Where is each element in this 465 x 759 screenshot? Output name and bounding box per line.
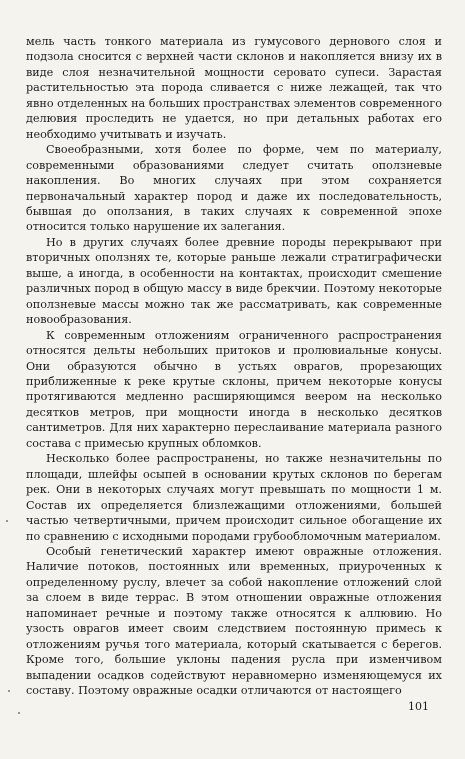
paragraph-5: Несколько более распространены, но также незначительны по площади, шлейфы осыпей в основании крутых склонов по берегам рек. Они в некоторых случаях могут превышать по мощности 1 м. Состав их определяется близлежащими отложениями, большей частью четвертичными, причем происходит сильное обогащение их по сравнению с исходными породами грубообломочным материалом.	[26, 452, 442, 543]
paragraph-3: Но в других случаях более древние породы перекрывают при вторичных оползнях те, которые раньше лежали стратиграфически выше, а иногда, в особенности на контактах, происходит смешение различных пород в общую массу в виде брекчии. Поэтому некоторые оползневые массы можно так же рассматривать, как современные новообразования.	[26, 235, 442, 327]
paragraph-1: мель часть тонкого материала из гумусового дернового слоя и подзола сносится с верхней части склонов и накопляется внизу их в виде слоя незначительной мощности серовато супеси. Зарастая растительностью эта порода сливается с ниже лежащей, так что явно отделенных на больших пространствах элементов современного делювия проследить не удается, но при детальных работах его необходимо учитывать и изучать.	[26, 35, 442, 141]
body-text	[26, 34, 442, 698]
paragraph-4: К современным отложениям ограниченного распространения относятся дельты небольших притоков и пролювиальные конусы. Они образуются обычно в устьях оврагов, прорезающих приближенные к реке крутые склоны, причем некоторые конусы протягиваются медленно расширяющимся веером на несколько десятков метров, при мощности иногда в несколько десятков сантиметров. Для них характерно переслаивание материала разного состава с примесью крупных обломков.	[26, 328, 442, 450]
paragraph-6: Особый генетический характер имеют овражные отложения. Наличие потоков, постоянных или временных, приуроченных к определенному руслу, влечет за собой накопление отложений слой за слоем в виде террас. В этом отношении овражные отложения напоминает речные и поэтому также относятся к аллювию. Но узость оврагов имеет своим следствием постоянную примесь к отложениям ручья того материала, который скатывается с берегов. Кроме того, большие уклоны падения русла при изменчивом выпадении осадков содействуют неравномерно изменяющемуся их составу. Поэтому овражные осадки отличаются от настоящего	[26, 544, 442, 698]
scan-speck	[18, 712, 20, 714]
scan-speck	[8, 690, 10, 692]
scan-speck	[6, 520, 8, 522]
page-number: 101	[408, 700, 429, 713]
paragraph-2: Своеобразными, хотя более по форме, чем по материалу, современными образованиями следует считать оползневые накопления. Во многих случаях при этом сохраняется первоначальный характер пород и даже их последовательность, бывшая до оползания, в таких случаях к современной эпохе относится только нарушение их залегания.	[26, 143, 442, 234]
